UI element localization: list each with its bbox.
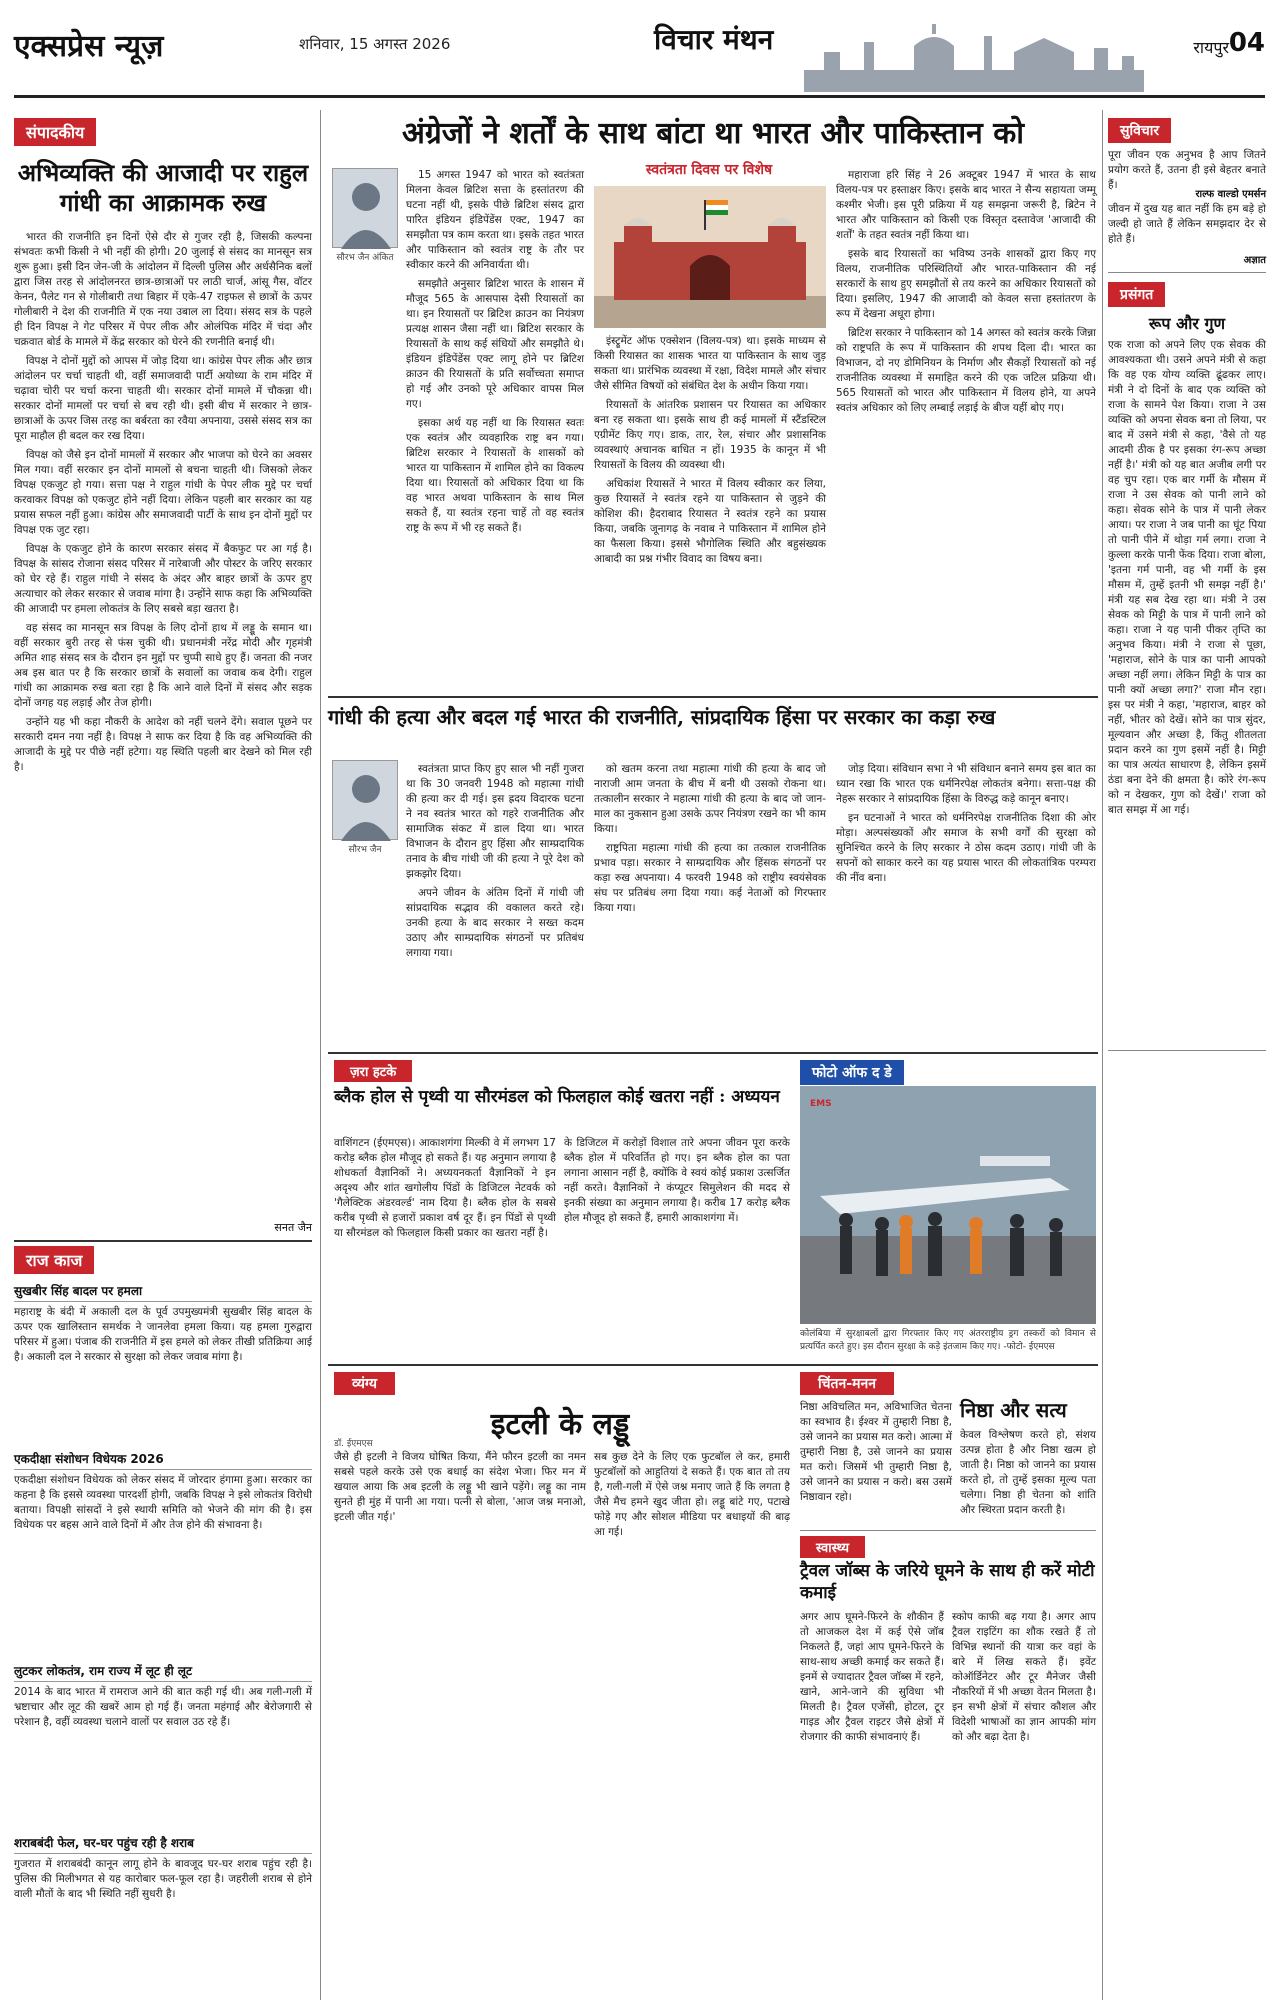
lead-column-3 <box>836 168 1096 688</box>
blackhole-column-2: के डिजिटल में करोड़ों विशाल तारे अपना जीवन पूरा करके ब्लैक होल में परिवर्तित हो गए। इन ब्लैक होल का पता लगाना आसान नहीं है, क्योंकि वे स्वयं कोई प्रकाश उत्सर्जित नहीं करते। वैज्ञानिकों ने कंप्यूटर सिमुलेशन की मदद से इनकी संख्या का अनुमान लगाया है। करीब 17 करोड़ ब्लैक होल मौजूद हो सकते हैं, हमारी आकाशगंगा में। <box>564 1137 790 1224</box>
prasangvash-body: एक राजा को अपने लिए एक सेवक की आवश्यकता थी। उसने अपने मंत्री से कहा कि वह एक योग्य व्यक्ति ढूंढकर लाए। मंत्री ने दो दिनों के बाद एक व्यक्ति को राजा के सामने पेश किया। राजा ने उस व्यक्ति को अपना सेवक बना तो लिया, पर बाद में उसने मंत्री से कहा, 'वैसे तो यह आदमी ठीक है पर इसका रंग-रूप अच्छा नहीं है।' मंत्री को यह बात अजीब लगी पर वह चुप रहा। एक बार गर्मी के मौसम में राजा ने उस सेवक को पानी लाने को कहा। सेवक सोने के पात्र में पानी लेकर आया। पर राजा ने जब पानी का घूंट पिया तो पानी पीने में थोड़ा गर्म लगा। राजा ने कुल्ला करके पानी फेंक दिया। राजा बोला, 'इतना गर्म पानी, वह भी गर्मी के इस मौसम में, तुम्हें इतनी भी समझ नहीं है।' मंत्री यह सब देख रहा था। मंत्री ने उस सेवक को मिट्टी के पात्र में पानी लाने को कहा। राजा ने यह पानी पीकर तृप्ति का अनुभव किया। मंत्री ने राजा से पूछा, 'महाराज, सोने के पात्र का पानी आपको अच्छा नहीं लगा। लेकिन मिट्टी के पात्र का पानी क्यों अच्छा लगा?' राजा मौन रहा। इस पर मंत्री ने कहा, 'महाराज, बाहर को नहीं, भीतर को देखें। सोने का पात्र सुंदर, मूल्यवान और अच्छा है, किंतु शीतलता प्रदान करने का गुण इसमें नहीं है। मिट्टी का पात्र अत्यंत साधारण है, लेकिन इसमें ठंडा बना देने की क्षमता है। कोरे रंग-रूप को न देखकर, गुण को देखें।' राजा को बात समझ में आ गई। <box>1108 339 1266 816</box>
suvichar-quote-2: जीवन में दुख यह बात नहीं कि हम बड़े हो जल्दी हो जाते हैं लेकिन समझदार देर से होते हैं। <box>1108 203 1266 245</box>
chintan-label-text: चिंतन-मनन <box>800 1372 894 1395</box>
rajkaj-item <box>14 1282 312 1440</box>
lead-paragraph: इंस्ट्रूमेंट ऑफ एक्सेशन (विलय-पत्र) था। इसके माध्यम से किसी रियासत का शासक भारत या पाकिस्तान के साथ जुड़ सकता था। प्रारंभिक व्यवस्था में रक्षा, विदेश मामले और संचार जैसे सीमित विषयों को संबंधित देश के अधीन किया गया। <box>594 335 826 392</box>
suvichar-author-1: राल्फ वाल्डो एमर्सन <box>1195 189 1266 200</box>
divider <box>1108 1050 1266 1051</box>
photo-of-day-label-text: फोटो ऑफ द डे <box>800 1060 904 1085</box>
gandhi-paragraph: स्वतंत्रता प्राप्त किए हुए साल भी नहीं गुजरा था कि 30 जनवरी 1948 को महात्मा गांधी की हत्या कर दी गई। इस ह्रदय विदारक घटना ने नव स्वतंत्र भारत को गहरे राजनीतिक और सामाजिक संकट में डाल दिया था। भारत विभाजन के दौरान हुए हिंसा और साम्प्रदायिक तनाव के बीच गांधी जी की हत्या ने पूरे देश को झकझोर दिया। <box>406 763 584 880</box>
satire-label <box>334 1372 395 1395</box>
rajkaj-label <box>14 1246 94 1274</box>
rajkaj-item <box>14 1450 312 1650</box>
blackhole-headline: ब्लैक होल से पृथ्वी या सौरमंडल को फिलहाल कोई खतरा नहीं : अध्ययन <box>334 1087 780 1107</box>
rajkaj-item <box>14 1662 312 1822</box>
prasangvash-label <box>1108 282 1165 307</box>
rajkaj-item-title: एकदीक्षा संशोधन विधेयक 2026 <box>14 1450 312 1470</box>
gandhi-paragraph: अपने जीवन के अंतिम दिनों में गांधी जी सांप्रदायिक सद्भाव की वकालत करते रहे। उनकी हत्या के बाद सरकार ने सख्त कदम उठाए और साम्प्रदायिक संगठनों पर प्रतिबंध लगाया गया। <box>406 887 584 959</box>
divider <box>14 1240 312 1242</box>
edition-city: रायपुर <box>1193 38 1229 57</box>
chintan-headline: निष्ठा और सत्य <box>960 1398 1067 1422</box>
lead-column-2 <box>594 334 826 688</box>
skyline-illustration <box>804 22 1144 92</box>
lead-paragraph: समझौते अनुसार ब्रिटिश भारत के शासन में मौजूद 565 के आसपास देसी रियासतों का था। इन रियासतों पर ब्रिटिश क्राउन का नियंत्रण प्रत्यक्ष शासन जैसा नहीं था। ब्रिटिश सरकार के रियासतों के साथ कई संधियों और समझौते थे। इंडियन इंडिपेंडेंस एक्ट लागू होने पर ब्रिटिश क्राउन की रियासतों के प्रति सर्वोच्चता समाप्त हो गई और उनको पूरे अधिकार वापस मिल गए। <box>406 278 584 410</box>
rajkaj-item-title: शराबबंदी फेल, घर-घर पहुंच रही है शराब <box>14 1834 312 1854</box>
lead-paragraph: महाराजा हरि सिंह ने 26 अक्टूबर 1947 में भारत के साथ विलय-पत्र पर हस्ताक्षर किए। इसके बाद भारत ने सैन्य सहायता जम्मू कश्मीर भेजी। इस पूरी प्रक्रिया में यह समझना जरूरी है, ब्रिटेन ने भारत और पाकिस्तान को किसी एक विस्तृत दस्तावेज 'आजादी की शर्तों' के तहत स्वतंत्र नहीं किया था। <box>836 169 1096 241</box>
suvichar-label-text: सुविचार <box>1108 118 1171 143</box>
editorial-label <box>14 118 96 146</box>
page-number: 04 <box>1228 28 1265 58</box>
photo-credit: -फोटो- ईएमएस <box>1003 1342 1055 1352</box>
divider <box>328 1364 1098 1366</box>
satire-column-2: सब कुछ देने के लिए एक फुटबॉल ले कर, हमारी फुटबॉलों को आहुतियां दे सकते हैं। एक बात तो तय है, गली-गली में ऐसे जश्न मनाए जाते हैं कि लगता है जैसे मैच हमने खुद जीता हो। लड्डू बांटे गए, पटाखे फोड़े गए और सोशल मीडिया पर बधाइयों की बाढ़ आ गई। <box>594 1451 790 1538</box>
gandhi-paragraph: जोड़ दिया। संविधान सभा ने भी संविधान बनाने समय इस बात का ध्यान रखा कि भारत एक धर्मनिरपेक्ष लोकतंत्र बनेगा। सत्ता-पक्ष की नेहरू सरकार ने सांप्रदायिक हिंसा के विरुद्ध कड़े कानून बनाए। <box>836 763 1096 805</box>
column-separator <box>320 110 321 2000</box>
watermark: EMS <box>810 1099 832 1109</box>
suvichar-author-2: अज्ञात <box>1243 255 1266 266</box>
gandhi-column-1 <box>406 762 584 1050</box>
satire-headline: इटली के लड्डू <box>490 1407 630 1442</box>
lead-banner: स्वतंत्रता दिवस पर विशेष <box>645 162 773 178</box>
photo-of-day-image <box>800 1086 1096 1324</box>
author-photo <box>332 760 398 840</box>
editorial-paragraph: उन्होंने यह भी कहा नौकरी के आदेश को नहीं चलने देंगे। सवाल पूछने पर सरकारी दमन नया नहीं है। विपक्ष ने साफ कर दिया है कि वह अभिव्यक्ति की आजादी के मुद्दे पर पीछे नहीं हटेगा। यह स्थिति पहली बार देखने को मिल रही है। <box>14 716 312 773</box>
lead-paragraph: अधिकांश रियासतें ने भारत में विलय स्वीकार कर लिया, कुछ रियासतें ने स्वतंत्र रहने या पाकिस्तान से जुड़ने की कोशिश की। हैदराबाद रियासत ने स्वतंत्र रहने का प्रयास किया, जबकि जूनागढ़ के नवाब ने पाकिस्तान में शामिल होने का फैसला किया। इससे भौगोलिक स्थिति और बहुसंख्यक आबादी का प्रश्न गंभीर विवाद का विषय बना। <box>594 478 826 565</box>
column-separator <box>1102 110 1103 2000</box>
travel-column-2: स्कोप काफी बढ़ गया है। अगर आप ट्रैवल राइटिंग का शौक रखते हैं तो विभिन्न स्थानों की यात्रा कर वहां के बारे में लिख सकते हैं। इवेंट कोऑर्डिनेटर और टूर मैनेजर जैसी नौकरियों में भी अच्छा वेतन मिलता है। इन सभी क्षेत्रों में संचार कौशल और विदेशी भाषाओं का ज्ञान आपकी मांग को और बढ़ा देता है। <box>952 1611 1096 1743</box>
gandhi-column-3 <box>836 762 1096 1050</box>
gandhi-paragraph: को खतम करना तथा महात्मा गांधी की हत्या के बाद जो नाराजी आम जनता के बीच में बनी थी उसको रोकना था। तत्कालीन सरकार ने महात्मा गांधी की हत्या के बाद जो जान-माल का नुकसान हुआ उसके ऊपर नियंत्रण रखने का भी काम किया। <box>594 763 826 835</box>
satire-author: डॉ. ईएमएस <box>334 1439 373 1449</box>
suvichar-label <box>1108 118 1171 143</box>
rajkaj-label-text: राज काज <box>14 1246 94 1274</box>
person-icon <box>333 761 399 841</box>
lead-author: सौरभ जैन अंकित <box>336 253 394 263</box>
travel-column-1: अगर आप घूमने-फिरने के शौकीन हैं तो आजकल देश में कई ऐसे जॉब निकलते हैं, जहां आप घूमने-फिरने के साथ-साथ अच्छी कमाई कर सकते हैं। इनमें से ज्यादातर ट्रैवल जॉब्स में रहने, खाने, आने-जाने की सुविधा भी मिलती है। ट्रैवल एजेंसी, होटल, टूर गाइड और ट्रैवल राइटर जैसे क्षेत्रों में रोजगार की काफी संभावनाएं हैं। <box>800 1611 944 1743</box>
editorial-paragraph: भारत की राजनीति इन दिनों ऐसे दौर से गुजर रही है, जिसकी कल्पना संभवतः कभी किसी ने भी नहीं की होगी। 20 जुलाई से संसद का मानसून सत्र शुरू हुआ। इसी दिन जेन-जी के आंदोलन में दिल्ली पुलिस और अर्धसैनिक बलों द्वारा जिस तरह से आंदोलनरत छात्र-छात्राओं पर लाठी चार्ज, आंसू गैस, वॉटर केनन, पैलेट गन से गोलीबारी तथा बिहार में एके-47 राइफल से छात्रों के ऊपर गोलीबारी ने देश की राजनीति में एक नया उबाल ला दिया। संसद सत्र के पहले ही दिन विपक्ष ने गेट परिसर में पेपर लीक और ओलंपिक मंदिर में चंदा और चक्रवात बोर्ड के मामले में केंद्र सरकार को घेरने की रणनीति बनाई थी। <box>14 231 312 348</box>
editorial-headline: अभिव्यक्ति की आजादी पर राहुल गांधी का आक्रामक रुख <box>17 158 309 217</box>
author-photo <box>332 168 398 248</box>
divider <box>328 1052 1098 1054</box>
prasangvash-label-text: प्रसंगत <box>1108 282 1165 307</box>
satire-column-1: जैसे ही इटली ने विजय घोषित किया, मैंने फौरन इटली का नमन सबसे पहले करके उसे एक बधाई का संदेश भेजा। फिर मन में खयाल आया कि अब इटली के लड्डू भी खाने पड़ेंगे। लड्डू का नाम सुनते ही मुंह में पानी आ गया। पत्नी से बोला, 'आज जश्न मनाओ, इटली जीत गई।' <box>334 1451 586 1523</box>
satire-label-text: व्यंग्य <box>334 1372 395 1395</box>
red-fort-illustration <box>594 186 826 328</box>
gandhi-author: सौरभ जैन <box>348 845 382 855</box>
travel-label-text: स्वास्थ्य <box>800 1536 865 1558</box>
editorial-paragraph: विपक्ष ने दोनों मुद्दों को आपस में जोड़ दिया था। कांग्रेस पेपर लीक और छात्र आंदोलन पर चर्चा चाहती थी, वहीं समाजवादी पार्टी अयोध्या के राम मंदिर में चढ़ावा चोरी पर चर्चा करना चाहती थी। सरकार दोनों मामले में चौकन्ना थी। सरकार दोनों मामलों पर चर्चा से बच रही थी। इसी बीच में सरकार ने छात्र-छात्राओं के ऊपर जिस तरह का बर्बरता का रवैया अपनाया, उससे संसद सत्र का पूरा माहौल ही बदल कर रख दिया। <box>14 355 312 442</box>
lead-paragraph: इसका अर्थ यह नहीं था कि रियासत स्वतः एक स्वतंत्र और व्यवहारिक राष्ट्र बन गया। ब्रिटिश सरकार ने रियासतों के शासकों को भारत या पाकिस्तान में शामिल होने का विकल्प दिया था। रियासतों को अधिकार दिया था कि वह भारत अथवा पाकिस्तान के साथ मिल सकते हैं, या स्वतंत्र रहना चाहें तो वह स्वतंत्र राष्ट्र के रूप में भी रह सकते हैं। <box>406 417 584 534</box>
person-icon <box>333 169 399 249</box>
blackhole-label <box>334 1060 412 1082</box>
rajkaj-item-text: गुजरात में शराबबंदी कानून लागू होने के बावजूद घर-घर शराब पहुंच रही है। पुलिस की मिलीभगत से यह कारोबार फल-फूल रहा है। जहरीली शराब से होने वाली मौतों के बाद भी स्थिति नहीं सुधरी है। <box>14 1858 312 1900</box>
gandhi-headline: गांधी की हत्या और बदल गई भारत की राजनीति, सांप्रदायिक हिंसा पर सरकार का कड़ा रुख <box>328 705 996 729</box>
lead-paragraph: इसके बाद रियासतों का भविष्य उनके शासकों द्वारा किए गए विलय, राजनीतिक परिस्थितियों और भारत-पाकिस्तान की नई सरकारों के साथ हुए समझौतों से तय करने का अधिकार रियासतों को दिया। इसलिए, 1947 की आजादी को केवल सत्ता हस्तांतरण के रूप में देखना अधूरा होगा। <box>836 248 1096 320</box>
suvichar-quote-1: पूरा जीवन एक अनुभव है आप जितने प्रयोग करते हैं, उतना ही इसे बेहतर बनाते हैं। <box>1108 149 1266 191</box>
editorial-paragraph: वह संसद का मानसून सत्र विपक्ष के लिए दोनों हाथ में लड्डू के समान था। वहीं सरकार बुरी तरह से फंस चुकी थी। प्रधानमंत्री नरेंद्र मोदी और गृहमंत्री अमित शाह संसद सत्र के दौरान इन मुद्दों पर चुप्पी साधे हुए हैं। जनता की नजर अब इस बात पर है कि सरकार छात्रों के सवालों का जवाब कब देगी। राहुल गांधी का आक्रामक रुख बता रहा है कि आने वाले दिनों में संसद और सड़क दोनों जगह यह लड़ाई और तेज होगी। <box>14 622 312 709</box>
section-title: विचार मंथन <box>654 23 774 56</box>
rajkaj-item-text: महाराष्ट्र के बंदी में अकाली दल के पूर्व उपमुख्यमंत्री सुखबीर सिंह बादल के ऊपर एक खालिस्तान समर्थक ने जानलेवा हमला किया। यह हमला गुरुद्वारा परिसर में हुआ। पंजाब की राजनीति में इस हमले को लेकर तीखी प्रतिक्रिया आई है। अकाली दल ने सरकार से सुरक्षा को लेकर जवाब मांगा है। <box>14 1306 312 1363</box>
rajkaj-item-text: एकदीक्षा संशोधन विधेयक को लेकर संसद में जोरदार हंगामा हुआ। सरकार का कहना है कि इससे व्यवस्था पारदर्शी होगी, जबकि विपक्ष ने इसे लोकतंत्र विरोधी बताया। विपक्षी सांसदों ने इसे स्थायी समिति को भेजने की मांग की है। इस विधेयक पर बहस आने वाले दिनों में और तेज होने की संभावना है। <box>14 1474 312 1531</box>
prasangvash-headline: रूप और गुण <box>1148 314 1226 333</box>
brand-logo <box>14 24 163 65</box>
chintan-column-1: निष्ठा अविचलित मन, अविभाजित चेतना का स्वभाव है। ईश्वर में तुम्हारी निष्ठा है, उसे जानने का प्रयास मत करो। आत्मा में तुम्हारी निष्ठा है, उसे जानने का प्रयास मत करो। जिसमें भी तुम्हारी निष्ठा है, उसे जानने का प्रयास न करो। बस उसमें निष्ठावान रहो। <box>800 1401 952 1503</box>
gandhi-paragraph: राष्ट्रपिता महात्मा गांधी की हत्या का तत्काल राजनीतिक प्रभाव पड़ा। सरकार ने साम्प्रदायिक और हिंसक संगठनों पर कड़ा रुख अपनाया। 4 फरवरी 1948 को राष्ट्रीय स्वयंसेवक संघ पर प्रतिबंध लगा दिया गया। कई नेताओं को गिरफ्तार किया गया। <box>594 842 826 914</box>
photo-of-day-label <box>800 1060 904 1085</box>
photo-caption-text: कोलंबिया में सुरक्षाबलों द्वारा गिरफ्तार किए गए अंतरराष्ट्रीय ड्रग तस्करों को विमान से प्रत्यर्पित करते हुए। इस दौरान सुरक्षा के कड़े इंतजाम किए गए। <box>800 1329 1096 1352</box>
lead-paragraph: ब्रिटिश सरकार ने पाकिस्तान को 14 अगस्त को स्वतंत्र करके जिन्ना को राष्ट्रपति के रूप में पाकिस्तान की शपथ दिला दी। भारत का विभाजन, दो नए डोमिनियन के निर्माण और सैकड़ों रियासतों को नई राजनीतिक व्यवस्था में समाहित करने की एक जटिल प्रक्रिया थी। 565 रियासतों को भारत और पाकिस्तान में विलय होने, या अपने स्वतंत्र अधिकार को लिए लम्बाई लड़ाई के बीज यहीं बोए गए। <box>836 327 1096 414</box>
gandhi-column-2 <box>594 762 826 1050</box>
editorial-body <box>14 230 312 1220</box>
gandhi-paragraph: इन घटनाओं ने भारत को धर्मनिरपेक्ष राजनीतिक दिशा की ओर मोड़ा। अल्पसंख्यकों और समाज के सभी वर्गों की सुरक्षा को सुनिश्चित करने के लिए सरकार ने ठोस कदम उठाए। गांधी जी के सपनों को साकार करने का यह प्रयास भारत की लोकतांत्रिक परम्परा की नींव बना। <box>836 812 1096 884</box>
brand-name: एक्सप्रेस न्यूज़ <box>14 29 164 64</box>
rajkaj-item-title: लुटकर लोकतंत्र, राम राज्य में लूट ही लूट <box>14 1662 312 1682</box>
lead-paragraph: 15 अगस्त 1947 को भारत को स्वतंत्रता मिलना केवल ब्रिटिश सत्ता के हस्तांतरण की घटना नहीं थी, इसके पीछे ब्रिटिश संसद द्वारा पारित इंडियन इंडिपेंडेंस एक्ट, 1947 का समझौता पत्र काम करता था। इसके तहत भारत और पाकिस्तान को स्वतंत्र राष्ट्र के तौर पर स्वीकार करने की अनिवार्यता थी। <box>406 169 584 271</box>
editorial-paragraph: विपक्ष के एकजुट होने के कारण सरकार संसद में बैकफुट पर आ गई है। विपक्ष के सांसद रोजाना संसद परिसर में नारेबाजी और पोस्टर के जरिए सरकार को घेर रहे हैं। राहुल गांधी ने संसद के अंदर और बाहर छात्रों के ऊपर हुए अत्याचार को लेकर सरकार से जवाब मांगा है। उन्होंने साफ कहा कि अभिव्यक्ति की आजादी पर हमला लोकतंत्र के लिए सबसे बड़ा खतरा है। <box>14 543 312 615</box>
blackhole-column-1: वाशिंगटन (ईएमएस)। आकाशगंगा मिल्की वे में लगभग 17 करोड़ ब्लैक होल मौजूद हो सकते हैं। यह अनुमान लगाया है शोधकर्ता वैज्ञानिकों ने। अध्ययनकर्ता वैज्ञानिकों ने इन अदृश्य और शांत खगोलीय पिंडों के डिजिटल नेटवर्क को 'गैलेक्टिक अंडरवर्ल्ड' नाम दिया है। ब्लैक होल के सबसे करीब पृथ्वी से हजारों प्रकाश वर्ष दूर हैं। इन पिंडों से पृथ्वी या सौरमंडल को फिलहाल किसी प्रकार का खतरा नहीं है। <box>334 1137 556 1239</box>
lead-column-1 <box>406 168 584 688</box>
photo-of-day-caption <box>800 1328 1096 1358</box>
editorial-signature: सनत जैन <box>274 1221 312 1234</box>
rajkaj-item-text: 2014 के बाद भारत में रामराज आने की बात कही गई थी। अब गली-गली में भ्रष्टाचार और लूट की खबरें आम हो गई हैं। जनता महंगाई और बेरोजगारी से परेशान है, वहीं व्यवस्था चलाने वालों पर सवाल उठ रहे हैं। <box>14 1686 312 1728</box>
chintan-column-2: केवल विश्लेषण करते हो, संशय उत्पन्न होता है और निष्ठा खत्म हो जाती है। निष्ठा को जानने का प्रयास करते हो, तो तुम्हें इसका मूल्य पता चलेगा। निष्ठा ही चेतना को शांति और स्थिरता प्रदान करती है। <box>960 1429 1096 1516</box>
divider <box>800 1530 1096 1531</box>
chintan-label <box>800 1372 894 1395</box>
travel-headline: ट्रैवल जॉब्स के जरिये घूमने के साथ ही करें मोटी कमाई <box>800 1561 1095 1603</box>
issue-date: शनिवार, 15 अगस्त 2026 <box>299 35 451 53</box>
lead-headline: अंग्रेजों ने शर्तों के साथ बांटा था भारत और पाकिस्तान को <box>401 116 1025 151</box>
rajkaj-item <box>14 1834 312 1994</box>
masthead <box>14 14 1265 98</box>
editorial-paragraph: विपक्ष को जैसे इन दोनों मामलों में सरकार और भाजपा को घेरने का अवसर मिल गया। वहीं सरकार इन दोनों मामलों से बचना चाहती थी। जिसको लेकर विपक्ष एकजुट हो गया। सत्ता पक्ष ने राहुल गांधी के पेपर लीक मुद्दे पर चर्चा करवाकर विपक्ष को एकजुट होने नहीं दिया। लेकिन पहली बार सरकार का यह प्रयास सफल नहीं हुआ। कांग्रेस और समाजवादी पार्टी के साथ इन दोनों मुद्दों पर विपक्ष एक जुट रहा। <box>14 449 312 536</box>
lead-paragraph: रियासतों के आंतरिक प्रशासन पर रियासत का अधिकार बना रह सकता था। इसके साथ ही कई मामलों में स्टैंडस्टिल एग्रीमेंट किए गए। डाक, तार, रेल, संचार और प्रशासनिक व्यवस्थाएं अचानक बाधित न हों। 1935 के कानून में भी रियासतों के विलय की व्यवस्था थी। <box>594 399 826 471</box>
rajkaj-item-title: सुखबीर सिंह बादल पर हमला <box>14 1282 312 1302</box>
divider <box>328 696 1098 698</box>
editorial-label-text: संपादकीय <box>14 118 96 146</box>
divider <box>1108 272 1266 273</box>
travel-label <box>800 1536 865 1558</box>
blackhole-label-text: ज़रा हटके <box>334 1060 412 1082</box>
